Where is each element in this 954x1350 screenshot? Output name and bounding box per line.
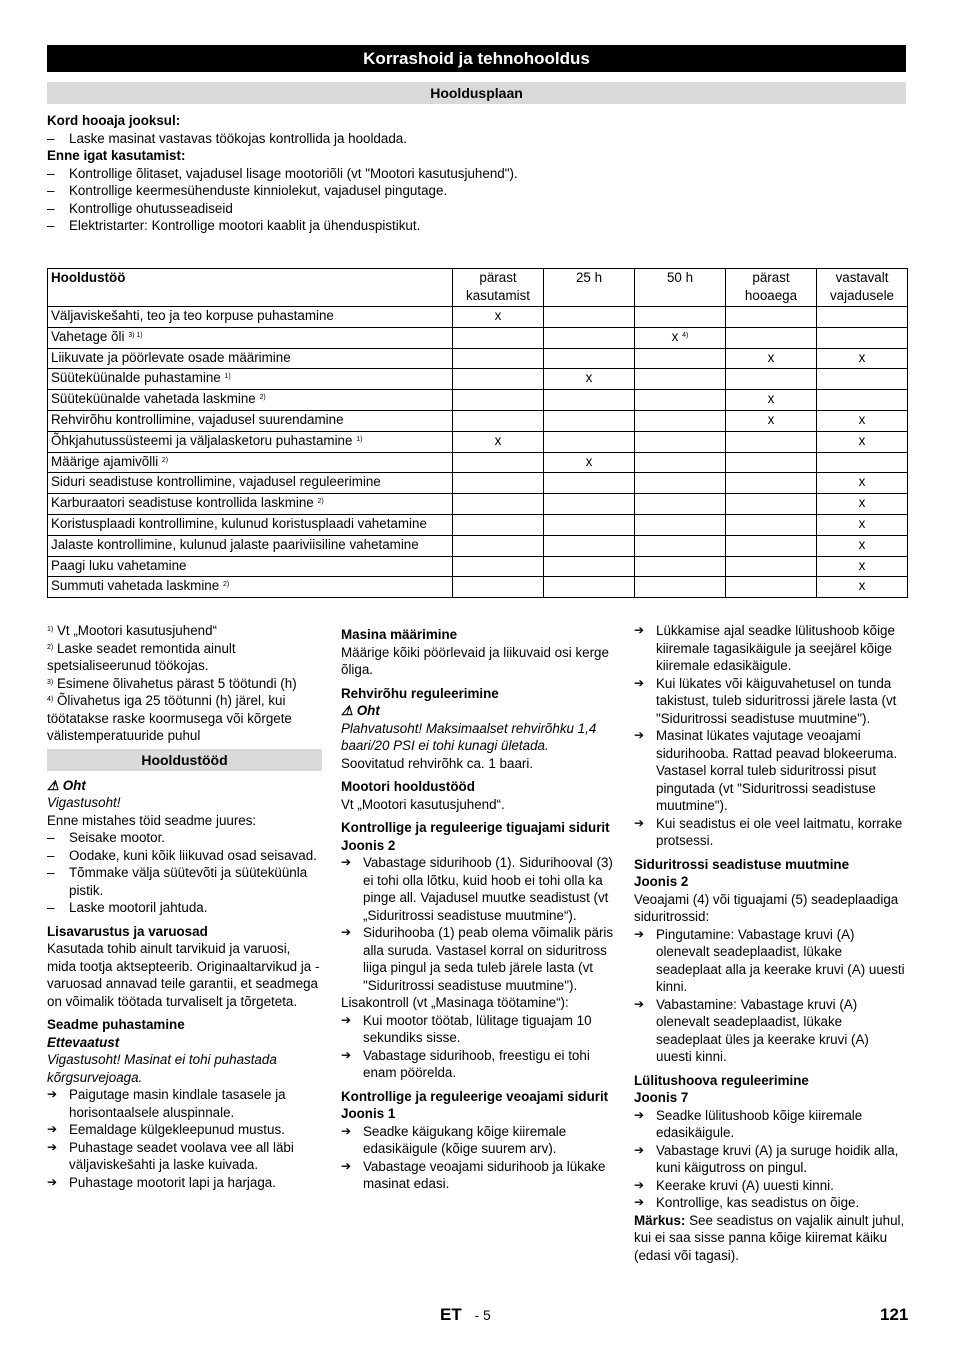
tire-warning-text: Plahvatusoht! Maksimaalset rehvirõhku 1,4 baari/20 PSI ei tohi kunagi ületada. <box>341 720 597 753</box>
mark-cell <box>817 307 908 328</box>
task-cell: Summuti vahetada laskmine $^{2)}$ <box>48 577 453 598</box>
mark-cell: x <box>453 307 544 328</box>
mark-cell <box>726 494 817 515</box>
step: ➔ Sidurihooba (1) peab olema võimalik päris alla suruda. Vastasel korral on siduritross liiga pingul ja seda tuleb järele lasta (vt "Siduritrossi seadistuse muutmine"). <box>341 924 615 994</box>
step: ➔ Vabastage kruvi (A) ja suruge hoidik alla, kuni käigutross on pingul. <box>634 1142 908 1177</box>
mark-cell <box>726 307 817 328</box>
table-row <box>48 535 908 556</box>
mark-cell <box>726 577 817 598</box>
mark-cell: x <box>817 431 908 452</box>
mark-cell <box>635 431 726 452</box>
lever-heading: Lülitushoova reguleerimine <box>634 1072 809 1088</box>
task-cell: Vahetage õli $^{3) 1)}$ <box>48 327 453 348</box>
mark-cell <box>453 473 544 494</box>
task-cell: Karburaatori seadistuse kontrollida laskmine $^{2)}$ <box>48 494 453 515</box>
table-row <box>48 327 908 348</box>
table-row <box>48 348 908 369</box>
list-item: – Tõmmake välja süütevõti ja süüteküünla pistik. <box>47 864 322 899</box>
task-cell: Koristusplaadi kontrollimine, kulunud koristusplaadi vahetamine <box>48 514 453 535</box>
mark-cell <box>453 577 544 598</box>
mark-cell <box>635 494 726 515</box>
caution-label: Ettevaatust <box>47 1034 120 1050</box>
table-row <box>48 307 908 328</box>
table-row <box>48 369 908 390</box>
header-task: Hooldustöö <box>48 269 453 307</box>
engine-text: Vt „Mootori kasutusjuhend“. <box>341 796 505 812</box>
mark-cell <box>635 452 726 473</box>
mark-cell: x <box>817 577 908 598</box>
warning-icon: ⚠ <box>47 777 60 793</box>
before-item: – Elektristarter: Kontrollige mootori kaablit ja ühenduspistikut. <box>47 217 906 235</box>
mark-cell: x $^{4)}$ <box>635 327 726 348</box>
step: ➔ Paigutage masin kindlale tasasele ja horisontaalsele aluspinnale. <box>47 1086 322 1121</box>
mark-cell: x <box>544 452 635 473</box>
task-cell: Liikuvate ja pöörlevate osade määrimine <box>48 348 453 369</box>
list-item: – Oodake, kuni kõik liikuvad osad seisavad. <box>47 847 322 865</box>
task-cell: Süüteküünalde puhastamine $^{1)}$ <box>48 369 453 390</box>
mark-cell <box>635 348 726 369</box>
header-25h: 25 h <box>544 269 635 307</box>
table-row <box>48 390 908 411</box>
mark-cell <box>544 327 635 348</box>
header-after-season: pärast hooaega <box>726 269 817 307</box>
mark-cell <box>635 514 726 535</box>
task-cell: Siduri seadistuse kontrollimine, vajadusel reguleerimine <box>48 473 453 494</box>
mark-cell <box>726 556 817 577</box>
mark-cell <box>453 556 544 577</box>
mark-cell <box>453 348 544 369</box>
mark-cell <box>726 514 817 535</box>
mark-cell <box>635 369 726 390</box>
mark-cell <box>726 473 817 494</box>
mark-cell <box>544 431 635 452</box>
mark-cell <box>453 535 544 556</box>
mark-cell <box>726 327 817 348</box>
step: ➔ Puhastage mootorit lapi ja harjaga. <box>47 1174 322 1192</box>
engine-heading: Mootori hooldustööd <box>341 779 475 794</box>
mark-cell <box>453 514 544 535</box>
mark-cell <box>453 369 544 390</box>
table-body <box>48 307 908 598</box>
mark-cell <box>544 348 635 369</box>
mark-cell <box>726 535 817 556</box>
mark-cell <box>817 369 908 390</box>
mark-cell <box>544 514 635 535</box>
mark-cell: x <box>817 494 908 515</box>
task-cell: Rehvirõhu kontrollimine, vajadusel suurendamine <box>48 410 453 431</box>
note: Märkus: See seadistus on vajalik ainult juhul, kui ei saa sisse panna kõige kiiremat käiku (edasi või tagasi). <box>634 1212 905 1263</box>
table-row <box>48 577 908 598</box>
table-row <box>48 431 908 452</box>
tire-warning-label: ⚠ Oht <box>341 703 380 718</box>
task-cell: Süüteküünalde vahetada laskmine $^{2)}$ <box>48 390 453 411</box>
step: ➔ Kui mootor töötab, lülitage tiguajam 10 sekundiks sisse. <box>341 1012 615 1047</box>
column-3 <box>634 622 908 1264</box>
mark-cell <box>635 473 726 494</box>
mark-cell <box>453 390 544 411</box>
step: ➔ Kui seadistus ei ole veel laitmatu, korrake protsessi. <box>634 815 908 850</box>
step: ➔ Seadke käigukang kõige kiiremale edasikäigule (kõige suurem arv). <box>341 1123 615 1158</box>
figure-ref: Joonis 1 <box>341 1106 396 1121</box>
intro <box>47 112 906 235</box>
table-row <box>48 473 908 494</box>
mark-cell: x <box>726 390 817 411</box>
mark-cell <box>544 535 635 556</box>
footer-lang: ET <box>440 1305 462 1324</box>
tire-heading: Rehvirõhu reguleerimine <box>341 685 499 701</box>
step: ➔ Kui lükates või käiguvahetusel on tunda takistust, tuleb siduritrossi järele lasta (vt "Siduritrossi seadistuse muutmine"). <box>634 675 908 728</box>
mark-cell <box>817 390 908 411</box>
footer <box>440 1306 491 1325</box>
mark-cell <box>544 556 635 577</box>
caution-text: Vigastusoht! Masinat ei tohi puhastada kõrgsurvejoaga. <box>47 1052 277 1085</box>
step: ➔ Keerake kruvi (A) uuesti kinni. <box>634 1177 908 1195</box>
table-header-row <box>48 269 908 307</box>
mark-cell <box>635 556 726 577</box>
warning-icon: ⚠ <box>341 703 354 718</box>
table-row <box>48 452 908 473</box>
auger-heading: Kontrollige ja reguleerige tiguajami sidurit <box>341 820 610 835</box>
footnotes <box>47 622 322 745</box>
mark-cell: x <box>817 410 908 431</box>
step: ➔ Kontrollige, kas seadistus on õige. <box>634 1194 908 1212</box>
mark-cell: x <box>817 535 908 556</box>
step: ➔ Vabastage veoajami sidurihoob ja lükake masinat edasi. <box>341 1158 615 1193</box>
task-cell: Jalaste kontrollimine, kulunud jalaste paariviisiline vahetamine <box>48 535 453 556</box>
accessories-heading: Lisavarustus ja varuosad <box>47 923 208 939</box>
drive-heading: Kontrollige ja reguleerige veoajami sidurit <box>341 1088 609 1104</box>
table-row <box>48 494 908 515</box>
mark-cell <box>544 390 635 411</box>
mark-cell <box>544 473 635 494</box>
step: ➔ Vabastage sidurihoob, freestigu ei tohi enam pöörelda. <box>341 1047 615 1082</box>
mark-cell: x <box>817 514 908 535</box>
figure-ref: Joonis 7 <box>634 1090 689 1105</box>
step: ➔ Seadke lülitushoob kõige kiiremale edasikäigule. <box>634 1107 908 1142</box>
header-50h: 50 h <box>635 269 726 307</box>
mark-cell <box>453 410 544 431</box>
step: ➔ Eemaldage külgekleepunud mustus. <box>47 1121 322 1139</box>
before-heading: Enne igat kasutamist: <box>47 148 186 163</box>
task-cell: Õhkjahutussüsteemi ja väljalasketoru puhastamine $^{1)}$ <box>48 431 453 452</box>
mark-cell <box>726 452 817 473</box>
step: ➔ Lükkamise ajal seadke lülitushoob kõige kiiremale tagasikäigule ja seejärel kõige kiiremale edasikäigule. <box>634 622 908 675</box>
mark-cell <box>635 307 726 328</box>
list-item: – Seisake mootor. <box>47 829 322 847</box>
mark-cell <box>453 494 544 515</box>
mark-cell <box>726 369 817 390</box>
lube-text: Määrige kõiki pöörlevaid ja liikuvaid osi kerge õliga. <box>341 644 609 677</box>
task-cell: Määrige ajamivõlli $^{2)}$ <box>48 452 453 473</box>
step: ➔ Masinat lükates vajutage veoajami sidurihooba. Rattad peavad blokeeruma. Vastasel korral tuleb siduritrossi pisut pingutada (vt "Siduritrossi seadistuse muutmine"). <box>634 727 908 815</box>
warning-text: Vigastusoht! <box>47 795 121 810</box>
step: ➔ Vabastamine: Vabastage kruvi (A) olenevalt seadeplaadist, lükake seadeplaat üles ja keerake kruvi (A) uuesti kinni. <box>634 996 908 1066</box>
column-2 <box>341 626 615 1193</box>
before-work-text: Enne mistahes töid seadme juures: <box>47 812 257 828</box>
footnote: $^{2)}$ Laske seadet remontida ainult spetsialiseerunud töökojas. <box>47 640 236 673</box>
figure-ref: Joonis 2 <box>634 874 689 889</box>
extra-check-text: Lisakontroll (vt „Masinaga töötamine“): <box>341 995 569 1010</box>
cable-intro: Veoajami (4) või tiguajami (5) seadeplaadiga siduritrossid: <box>634 891 899 924</box>
task-cell: Väljaviskešahti, teo ja teo korpuse puhastamine <box>48 307 453 328</box>
mark-cell: x <box>817 348 908 369</box>
mark-cell <box>817 327 908 348</box>
footnote: $^{3)}$ Esimene õlivahetus pärast 5 töötundi (h) <box>47 675 297 691</box>
footnote: $^{4)}$ Õlivahetus iga 25 töötunni (h) järel, kui töötatakse raske koormusega või kõrgete välistemperatuuride puhul <box>47 693 292 743</box>
mark-cell: x <box>544 369 635 390</box>
section-maintenance-work: Hooldustööd <box>47 749 322 771</box>
maintenance-table <box>47 268 908 598</box>
figure-ref: Joonis 2 <box>341 837 396 853</box>
mark-cell: x <box>817 473 908 494</box>
season-item: – Laske masinat vastavas töökojas kontrollida ja hooldada. <box>47 130 906 148</box>
header-after-use: pärast kasutamist <box>453 269 544 307</box>
footer-page-number: 121 <box>880 1305 909 1324</box>
header-as-needed: vastavalt vajadusele <box>817 269 908 307</box>
step: ➔ Vabastage sidurihoob (1). Sidurihooval (3) ei tohi olla lõtku, kuid hoob ei tohi olla ka pinge all. Vajadusel muutke seadistust (vt „Siduritrossi seadistuse muutmine“). <box>341 854 615 924</box>
season-heading: Kord hooaja jooksul: <box>47 113 181 128</box>
mark-cell <box>635 535 726 556</box>
mark-cell: x <box>453 431 544 452</box>
table-row <box>48 410 908 431</box>
mark-cell <box>453 327 544 348</box>
table-row <box>48 514 908 535</box>
footnote: $^{1)}$ Vt „Mootori kasutusjuhend“ <box>47 623 217 638</box>
mark-cell <box>635 577 726 598</box>
column-1 <box>47 622 322 1191</box>
footer-local-page: - 5 <box>474 1307 491 1323</box>
accessories-text: Kasutada tohib ainult tarvikuid ja varuosi, mida tootja aktsepteerib. Originaaltarvikud ja -varuosad annavad teile garantii, et seadmega on võimalik töötada turvaliselt ja tõrgeteta. <box>47 941 320 1009</box>
task-cell: Paagi luku vahetamine <box>48 556 453 577</box>
mark-cell <box>544 410 635 431</box>
lube-heading: Masina määrimine <box>341 627 458 642</box>
plan-title: Hooldusplaan <box>47 82 906 104</box>
mark-cell <box>453 452 544 473</box>
cleaning-heading: Seadme puhastamine <box>47 1017 185 1032</box>
table-row <box>48 556 908 577</box>
list-item: – Laske mootoril jahtuda. <box>47 899 322 917</box>
warning-label: ⚠ Oht <box>47 777 86 793</box>
cable-heading: Siduritrossi seadistuse muutmine <box>634 856 850 872</box>
tire-text: Soovitatud rehvirõhk ca. 1 baari. <box>341 755 534 771</box>
before-item: – Kontrollige keermesühenduste kinniolekut, vajadusel pingutage. <box>47 182 906 200</box>
mark-cell <box>817 452 908 473</box>
page-title: Korrashoid ja tehnohooldus <box>47 45 906 72</box>
mark-cell <box>726 431 817 452</box>
step: ➔ Pingutamine: Vabastage kruvi (A) olenevalt seadeplaadist, lükake seadeplaat alla ja keerake kruvi (A) uuesti kinni. <box>634 926 908 996</box>
mark-cell <box>635 390 726 411</box>
mark-cell: x <box>726 348 817 369</box>
before-item: – Kontrollige ohutusseadiseid <box>47 200 906 218</box>
mark-cell <box>635 410 726 431</box>
mark-cell: x <box>817 556 908 577</box>
mark-cell <box>544 494 635 515</box>
before-item: – Kontrollige õlitaset, vajadusel lisage mootoriõli (vt "Mootori kasutusjuhend"). <box>47 165 906 183</box>
mark-cell: x <box>726 410 817 431</box>
step: ➔ Puhastage seadet voolava vee all läbi väljaviskešahti ja laske kuivada. <box>47 1139 322 1174</box>
mark-cell <box>544 307 635 328</box>
mark-cell <box>544 577 635 598</box>
